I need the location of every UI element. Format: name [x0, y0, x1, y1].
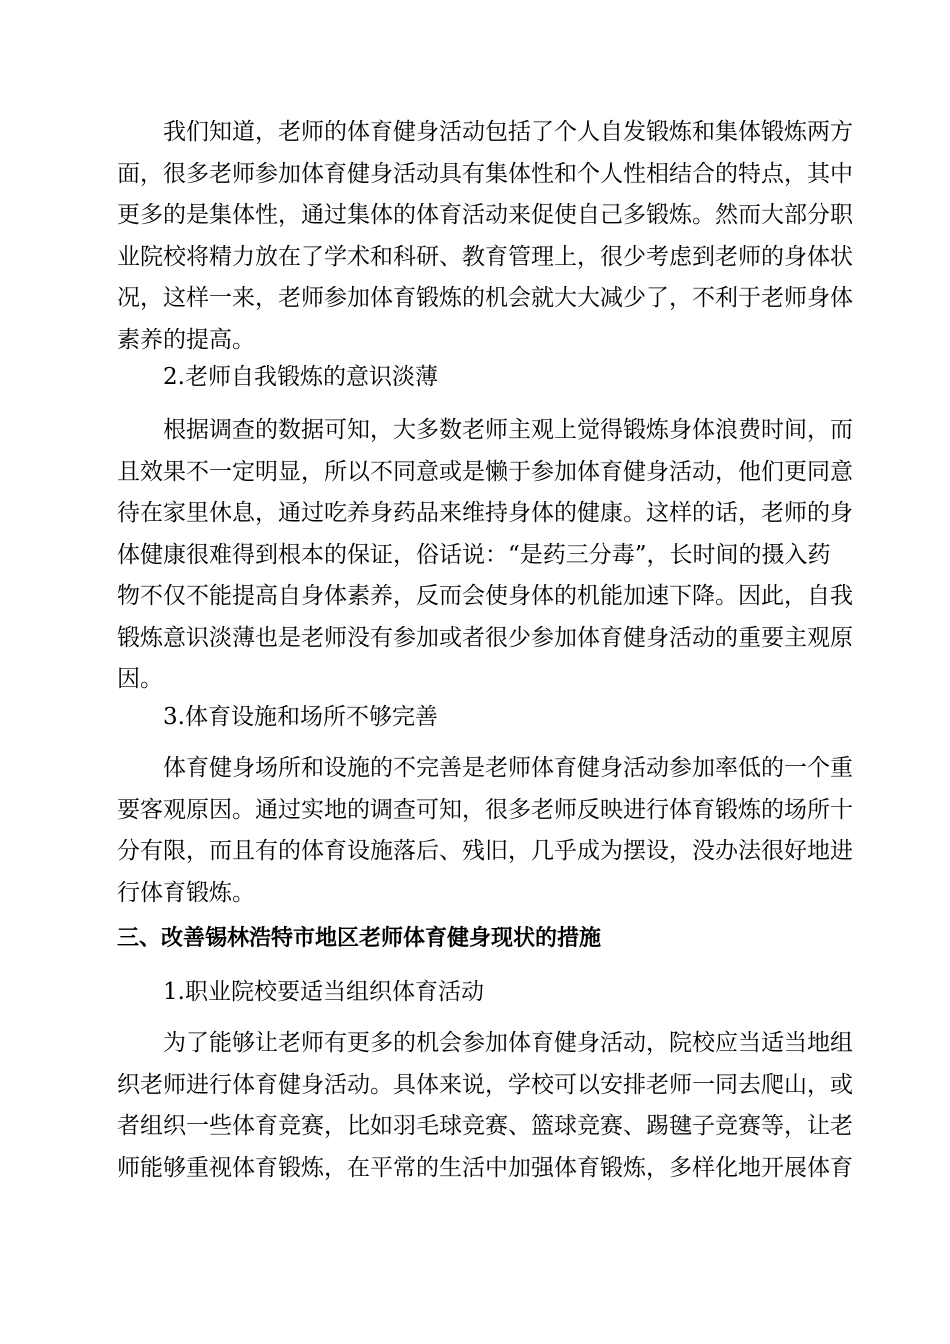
- text-line: 体育健身场所和设施的不完善是老师体育健身活动参加率低的一个重: [163, 755, 853, 781]
- subheading-3: 3.体育设施和场所不够完善: [163, 704, 438, 730]
- section-heading: 三、改善锡林浩特市地区老师体育健身现状的措施: [117, 926, 602, 951]
- text-line: 体健康很难得到根本的保证，俗话说：“是药三分毒”，长时间的摄入药: [117, 541, 831, 568]
- text-line: 师能够重视体育锻炼，在平常的生活中加强体育锻炼，多样化地开展体育: [117, 1154, 853, 1181]
- text-line: 者组织一些体育竞赛，比如羽毛球竞赛、篮球竞赛、踢毽子竞赛等，让老: [117, 1113, 853, 1139]
- text-line: 织老师进行体育健身活动。具体来说，学校可以安排老师一同去爬山，或: [117, 1071, 853, 1098]
- text-line: 素养的提高。: [117, 326, 255, 353]
- text-line: 物不仅不能提高自身体素养，反而会使身体的机能加速下降。因此，自我: [117, 583, 853, 609]
- text-line: 我们知道，老师的体育健身活动包括了个人自发锻炼和集体锻炼两方: [163, 119, 853, 145]
- paragraph-4: [117, 1023, 853, 1189]
- text-line: 锻炼意识淡薄也是老师没有参加或者很少参加体育健身活动的重要主观原: [117, 624, 853, 651]
- text-line: 且效果不一定明显，所以不同意或是懒于参加体育健身活动，他们更同意: [117, 458, 853, 485]
- text-line: 更多的是集体性，通过集体的体育活动来促使自己多锻炼。然而大部分职: [117, 202, 853, 228]
- text-line: 况，这样一来，老师参加体育锻炼的机会就大大减少了，不利于老师身体: [117, 285, 853, 311]
- text-line: 待在家里休息，通过吃养身药品来维持身体的健康。这样的话，老师的身: [117, 500, 853, 526]
- paragraph-2: [117, 410, 853, 701]
- text-line: 业院校将精力放在了学术和科研、教育管理上，很少考虑到老师的身体状: [117, 243, 853, 270]
- paragraph-1: [117, 112, 853, 361]
- text-line: 分有限，而且有的体育设施落后、残旧，几乎成为摆设，没办法很好地进: [117, 838, 853, 864]
- subheading-2: 2.老师自我锻炼的意识淡薄: [163, 364, 438, 390]
- text-line: 为了能够让老师有更多的机会参加体育健身活动，院校应当适当地组: [163, 1030, 853, 1056]
- paragraph-3: [117, 748, 853, 914]
- text-line: 行体育锻炼。: [117, 879, 255, 906]
- subheading-s3-1: 1.职业院校要适当组织体育活动: [163, 979, 484, 1005]
- text-line: 面，很多老师参加体育健身活动具有集体性和个人性相结合的特点，其中: [117, 160, 853, 187]
- text-line: 因。: [117, 666, 163, 692]
- text-line: 要客观原因。通过实地的调查可知，很多老师反映进行体育锻炼的场所十: [117, 796, 853, 823]
- text-line: 根据调查的数据可知，大多数老师主观上觉得锻炼身体浪费时间，而: [163, 417, 853, 443]
